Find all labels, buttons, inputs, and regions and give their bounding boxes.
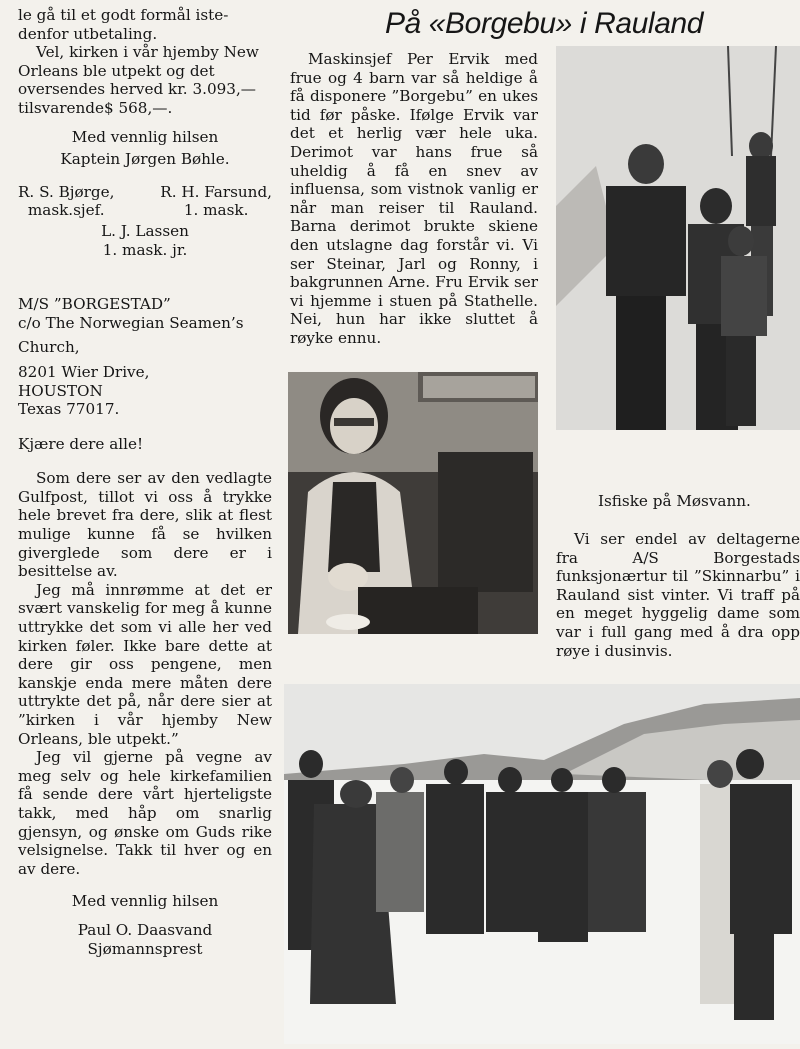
photo-woman-on-sofa xyxy=(288,372,538,634)
letter-salutation: Kjære dere alle! xyxy=(18,434,144,453)
signature-bjorge-title: mask.sjef. xyxy=(27,201,105,220)
signature-bjorge-name: R. S. Bjørge, xyxy=(18,182,115,201)
address-line: M/S ”BORGESTAD” xyxy=(18,295,171,314)
closing-greeting-1: Med vennlig hilsen xyxy=(71,127,219,146)
intro-line-1: le gå til et godt formål iste- xyxy=(18,6,229,24)
pastor-title: Sjømannsprest xyxy=(87,939,203,958)
address-line: Texas 77017. xyxy=(18,400,120,419)
signature-lassen-title: 1. mask. jr. xyxy=(102,240,188,259)
address-line: 8201 Wier Drive, xyxy=(18,362,150,381)
address-block xyxy=(18,295,272,419)
signature-farsund-name: R. H. Farsund, xyxy=(160,182,272,201)
photo-children-skiing xyxy=(556,46,800,430)
letter-paragraph-2: Som dere ser av den vedlagte Gulfpost, tillot vi oss å trykke hele brevet fra dere, slik at flest mulige kunne få se hvilken giverglede som dere er i besittelse av. xyxy=(18,469,272,581)
captain-signature: Kaptein Jørgen Bøhle. xyxy=(60,150,230,169)
letter-paragraph-4: Jeg vil gjerne på vegne av meg selv og hele kirkefamilien få sende dere vårt hjerteligste takk, med håp om snarlig gjensyn, og ønske om Guds rike velsignelse. Takk til hver og en av dere. xyxy=(18,748,272,878)
photo-group-on-ice xyxy=(284,684,800,1044)
article-headline: På «Borgebu» i Rauland xyxy=(384,7,704,40)
pastor-name: Paul O. Daasvand xyxy=(77,920,213,939)
article-paragraph: Vi ser endel av deltagerne fra A/S Borgestads funksjonærtur til ”Skinnarbu” i Rauland sist vinter. Vi traff på en meget hyggelig dame som var i full gang med å dra opp røye i dusinvis. xyxy=(556,530,800,660)
photo-caption-ice-fishing: Isfiske på Møsvann. xyxy=(598,492,751,510)
address-line: c/o The Norwegian Seamen’s xyxy=(18,313,244,332)
intro-line-2: denfor utbetaling. xyxy=(18,24,158,43)
right-column xyxy=(556,530,800,660)
address-line: Church, xyxy=(18,338,80,357)
address-line: HOUSTON xyxy=(18,381,103,400)
signature-lassen-name: L. J. Lassen xyxy=(101,221,189,240)
closing-greeting-2: Med vennlig hilsen xyxy=(71,892,219,911)
letter-paragraph-1: Vel, kirken i vår hjemby New Orleans ble utpekt og det oversendes herved kr. 3.093,— tilsvarende$ 568,—. xyxy=(18,43,259,117)
middle-column xyxy=(290,50,538,348)
article-paragraph: Maskinsjef Per Ervik med frue og 4 barn var så heldige å få disponere ”Borgebu” en ukes tid før påske. Ifølge Ervik var det et herlig vær hele uka. Derimot var hans frue så uheldig å få en snev av influensa, som vistnok vanlig er når man reiser til Rauland. Barna derimot brukte skiene den utslagne dag forstår vi. Vi ser Steinar, Jarl og Ronny, i bakgrunnen Arne. Fru Ervik ser vi hjemme i stuen på Stathelle. Nei, hun har ikke sluttet å røyke ennu. xyxy=(290,50,538,347)
engineer-signatures xyxy=(18,183,272,220)
left-column xyxy=(18,6,272,958)
signature-farsund-title: 1. mask. xyxy=(183,201,249,220)
letter-paragraph-3: Jeg må innrømme at det er svært vanskelig for meg å kunne uttrykke det som vi alle her ved kirken føler. Ikke bare dette at dere gir oss pengene, men kanskje enda mere måten dere uttrykte det på, når dere sier at ”kirken i vår hjemby New Orleans, ble utpekt.” xyxy=(18,580,272,748)
